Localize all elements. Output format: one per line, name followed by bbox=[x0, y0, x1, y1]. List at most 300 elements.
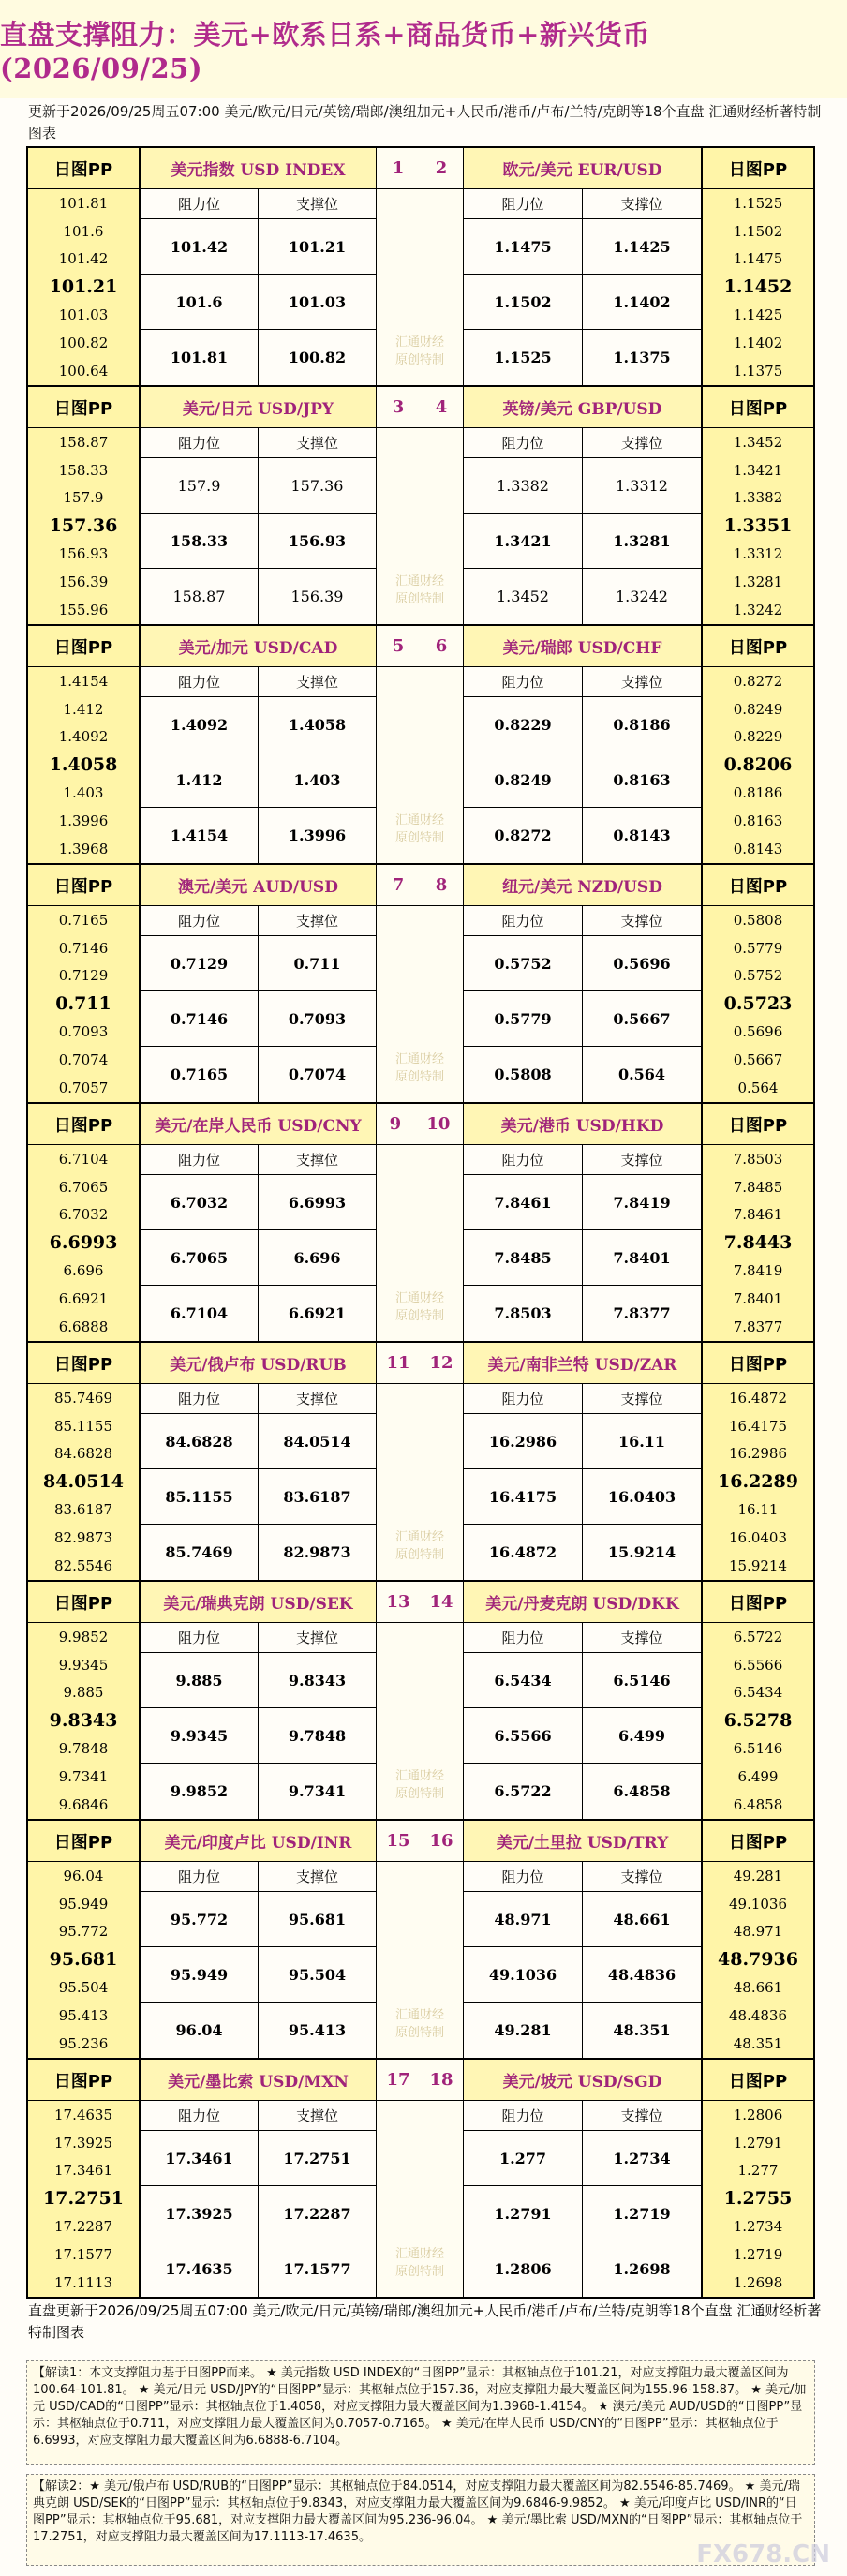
support-value: 100.82 bbox=[288, 349, 347, 366]
table-row bbox=[141, 991, 376, 1047]
right-number: 14 bbox=[429, 1592, 453, 1612]
watermark-line: 原创特制 bbox=[394, 1309, 444, 1323]
pp-level: 1.3421 bbox=[733, 461, 783, 479]
right-number: 4 bbox=[435, 397, 448, 417]
resistance-header: 阻力位 bbox=[464, 2101, 583, 2130]
pp-level: 0.8186 bbox=[733, 784, 783, 802]
pp-level: 9.7848 bbox=[58, 1740, 109, 1758]
table-subheader bbox=[141, 667, 376, 697]
section-numbers bbox=[377, 865, 463, 906]
pp-level: 49.281 bbox=[733, 1867, 783, 1884]
pp-level: 7.8377 bbox=[733, 1318, 783, 1335]
resistance-value: 0.7129 bbox=[141, 936, 259, 990]
resistance-value: 6.7104 bbox=[141, 1286, 259, 1341]
support-value: 15.9214 bbox=[607, 1543, 676, 1561]
resistance-value: 101.6 bbox=[141, 275, 259, 329]
table-row bbox=[464, 2186, 701, 2241]
pivot-value: 1.3351 bbox=[723, 515, 793, 537]
table-row bbox=[464, 936, 701, 991]
support-value: 0.564 bbox=[617, 1065, 666, 1083]
pp-level: 6.7104 bbox=[58, 1150, 109, 1168]
section-watermark bbox=[377, 1050, 463, 1086]
right-pp-column bbox=[701, 1821, 813, 2058]
pair-name: 美元/俄卢布 USD/RUB bbox=[141, 1343, 376, 1384]
pp-header: 日图PP bbox=[28, 1104, 139, 1145]
resistance-header: 阻力位 bbox=[141, 906, 259, 935]
support-header: 支撑位 bbox=[295, 1152, 338, 1169]
pair-name: 美元/土里拉 USD/TRY bbox=[464, 1821, 701, 1862]
pp-header: 日图PP bbox=[703, 1104, 813, 1145]
pp-header: 日图PP bbox=[703, 626, 813, 667]
resistance-value: 9.9345 bbox=[141, 1708, 259, 1763]
left-pp-column bbox=[28, 1582, 141, 1819]
pp-level: 1.2698 bbox=[733, 2273, 783, 2291]
table-row bbox=[141, 752, 376, 808]
table-subheader bbox=[464, 1862, 701, 1892]
support-value: 6.4858 bbox=[613, 1782, 671, 1800]
resistance-value: 101.81 bbox=[141, 330, 259, 385]
pp-level: 0.7129 bbox=[58, 967, 109, 985]
right-number: 16 bbox=[429, 1831, 453, 1851]
resistance-value: 16.4175 bbox=[464, 1469, 583, 1524]
left-pp-column bbox=[28, 387, 141, 624]
right-level-table bbox=[463, 1582, 701, 1819]
pp-level: 1.3242 bbox=[733, 601, 783, 618]
watermark-line: 汇通财经 bbox=[394, 335, 444, 350]
pivot-value: 48.7936 bbox=[718, 1949, 798, 1971]
pp-level: 95.949 bbox=[58, 1895, 109, 1913]
table-row bbox=[141, 1230, 376, 1286]
resistance-value: 17.3925 bbox=[141, 2186, 259, 2241]
resistance-value: 95.949 bbox=[141, 1947, 259, 2002]
resistance-value: 157.9 bbox=[141, 458, 259, 513]
pp-level: 6.696 bbox=[63, 1262, 104, 1280]
right-level-table bbox=[463, 1343, 701, 1580]
table-row bbox=[464, 1286, 701, 1341]
support-value: 101.03 bbox=[288, 292, 347, 311]
pp-level: 17.3925 bbox=[53, 2134, 113, 2152]
pp-level: 0.7165 bbox=[58, 911, 109, 929]
pp-level: 6.5434 bbox=[733, 1684, 783, 1702]
pp-level: 1.1402 bbox=[733, 334, 783, 351]
watermark-line: 汇通财经 bbox=[394, 813, 444, 827]
section-watermark bbox=[377, 2006, 463, 2042]
pp-level: 0.5779 bbox=[733, 939, 783, 957]
pp-level: 0.7057 bbox=[58, 1079, 109, 1096]
resistance-header: 阻力位 bbox=[141, 189, 259, 218]
watermark-line: 汇通财经 bbox=[394, 1291, 444, 1305]
pivot-value: 95.681 bbox=[49, 1949, 118, 1971]
pivot-value: 9.8343 bbox=[49, 1710, 118, 1732]
support-header: 支撑位 bbox=[620, 435, 663, 452]
pp-level: 48.971 bbox=[733, 1923, 783, 1941]
table-row bbox=[464, 1653, 701, 1708]
resistance-header: 阻力位 bbox=[464, 1145, 583, 1174]
pp-level: 100.82 bbox=[58, 334, 109, 351]
pair-section bbox=[26, 1343, 815, 1582]
table-row bbox=[141, 330, 376, 385]
table-row bbox=[464, 808, 701, 863]
table-subheader bbox=[141, 1384, 376, 1414]
pp-level: 0.7146 bbox=[58, 939, 109, 957]
pair-section bbox=[26, 387, 815, 626]
pp-level: 48.661 bbox=[733, 1979, 783, 1997]
table-row bbox=[141, 219, 376, 275]
pp-level: 7.8401 bbox=[733, 1289, 783, 1307]
left-pp-column bbox=[28, 148, 141, 385]
pair-name: 美元指数 USD INDEX bbox=[141, 148, 376, 189]
pp-level: 9.885 bbox=[63, 1684, 104, 1702]
support-header: 支撑位 bbox=[295, 435, 338, 452]
right-pp-column bbox=[701, 2060, 813, 2297]
right-pp-column bbox=[701, 1582, 813, 1819]
pp-level: 0.8272 bbox=[733, 672, 783, 690]
left-pp-column bbox=[28, 2060, 141, 2297]
resistance-value: 0.7146 bbox=[141, 991, 259, 1046]
support-value: 16.0403 bbox=[607, 1487, 676, 1506]
support-value: 6.696 bbox=[293, 1248, 341, 1267]
watermark-line: 原创特制 bbox=[394, 1787, 444, 1801]
pair-name: 澳元/美元 AUD/USD bbox=[141, 865, 376, 906]
resistance-value: 1.4092 bbox=[141, 697, 259, 752]
pivot-value: 1.1452 bbox=[723, 276, 793, 298]
table-row bbox=[464, 752, 701, 808]
support-value: 101.21 bbox=[288, 237, 347, 256]
pp-level: 0.8163 bbox=[733, 812, 783, 829]
support-value: 1.1375 bbox=[613, 349, 671, 366]
support-value: 1.403 bbox=[293, 770, 341, 789]
left-number: 3 bbox=[392, 397, 405, 417]
table-subheader bbox=[141, 1145, 376, 1175]
section-number-column bbox=[377, 2060, 463, 2297]
left-pp-column bbox=[28, 1104, 141, 1341]
pp-header: 日图PP bbox=[703, 387, 813, 428]
section-numbers bbox=[377, 1343, 463, 1384]
table-row bbox=[464, 1414, 701, 1469]
table-row bbox=[141, 1175, 376, 1230]
resistance-value: 95.772 bbox=[141, 1892, 259, 1946]
pair-name: 美元/墨比索 USD/MXN bbox=[141, 2060, 376, 2101]
resistance-value: 1.2806 bbox=[464, 2241, 583, 2297]
pp-level: 9.9345 bbox=[58, 1656, 109, 1674]
resistance-header: 阻力位 bbox=[464, 189, 583, 218]
right-pp-column bbox=[701, 865, 813, 1102]
pair-section bbox=[26, 865, 815, 1104]
pp-level: 17.1577 bbox=[53, 2245, 113, 2263]
table-row bbox=[464, 1230, 701, 1286]
resistance-value: 96.04 bbox=[141, 2003, 259, 2058]
pair-section bbox=[26, 626, 815, 865]
resistance-value: 158.87 bbox=[141, 569, 259, 624]
pivot-value: 7.8443 bbox=[723, 1232, 793, 1254]
resistance-header: 阻力位 bbox=[141, 667, 259, 696]
pp-level: 1.2791 bbox=[733, 2134, 783, 2152]
resistance-header: 阻力位 bbox=[141, 2101, 259, 2130]
pp-level: 0.5752 bbox=[733, 967, 783, 985]
note-1: 【解读1：本文支撑阻力基于日图PP而来。 ★ 美元指数 USD INDEX的“日图PP”显示：其枢轴点位于101.21，对应支撑阻力最大覆盖区间为100.64-101.81。 ★ 美元/日元 USD/JPY的“日图PP”显示：其枢轴点位于157.36，对应支撑阻力最大覆盖区间为155.96-158.87。 ★ 美元/加元 USD/CAD的“日图PP”显示：其枢轴点位于1.4058，对应支撑阻力最大覆盖区间为1.3968-1.4154。 ★ 澳元/美元 AUD/USD的“日图PP”显示：其枢轴点位于0.711，对应支撑阻力最大覆盖区间为0.7057-0.7165。 ★ 美元/在岸人民币 USD/CNY的“日图PP”显示：其枢轴点位于6.6993，对应支撑阻力最大覆盖区间为6.6888-6.7104。 bbox=[26, 2360, 815, 2465]
table-subheader bbox=[464, 1145, 701, 1175]
watermark-line: 原创特制 bbox=[394, 2265, 444, 2279]
pp-level: 16.0403 bbox=[728, 1528, 788, 1546]
pair-name: 美元/日元 USD/JPY bbox=[141, 387, 376, 428]
pair-name: 美元/丹麦克朗 USD/DKK bbox=[464, 1582, 701, 1623]
pp-level: 95.413 bbox=[58, 2006, 109, 2024]
pp-level: 6.5566 bbox=[733, 1656, 783, 1674]
table-row bbox=[464, 2241, 701, 2297]
pp-level: 1.4092 bbox=[58, 728, 109, 746]
support-value: 17.2751 bbox=[283, 2149, 351, 2167]
pp-level: 1.3281 bbox=[733, 573, 783, 590]
pp-level: 1.1525 bbox=[733, 194, 783, 212]
support-value: 9.8343 bbox=[288, 1671, 347, 1690]
pair-section bbox=[26, 1104, 815, 1343]
pp-level: 6.7065 bbox=[58, 1178, 109, 1196]
table-row bbox=[464, 1892, 701, 1947]
pair-name: 美元/南非兰特 USD/ZAR bbox=[464, 1343, 701, 1384]
table-row bbox=[141, 697, 376, 752]
table-subheader bbox=[464, 2101, 701, 2131]
table-subheader bbox=[464, 667, 701, 697]
resistance-header: 阻力位 bbox=[464, 1384, 583, 1413]
pair-name: 美元/印度卢比 USD/INR bbox=[141, 1821, 376, 1862]
support-header: 支撑位 bbox=[295, 196, 338, 213]
pp-level: 16.4872 bbox=[728, 1389, 788, 1407]
table-row bbox=[141, 514, 376, 569]
table-subheader bbox=[464, 906, 701, 936]
table-subheader bbox=[464, 428, 701, 458]
support-header: 支撑位 bbox=[620, 196, 663, 213]
table-row bbox=[141, 2186, 376, 2241]
watermark-line: 汇通财经 bbox=[394, 2247, 444, 2261]
support-header: 支撑位 bbox=[295, 1869, 338, 1885]
right-level-table bbox=[463, 387, 701, 624]
resistance-value: 0.5779 bbox=[464, 991, 583, 1046]
pp-header: 日图PP bbox=[703, 865, 813, 906]
table-row bbox=[141, 1947, 376, 2003]
table-subheader bbox=[464, 189, 701, 219]
pp-level: 17.3461 bbox=[53, 2162, 113, 2180]
support-value: 17.1577 bbox=[283, 2260, 351, 2278]
left-level-table bbox=[141, 1821, 377, 2058]
pp-level: 0.564 bbox=[737, 1079, 779, 1096]
pp-level: 1.2734 bbox=[733, 2218, 783, 2236]
resistance-header: 阻力位 bbox=[464, 667, 583, 696]
section-number-column bbox=[377, 1343, 463, 1580]
watermark-line: 原创特制 bbox=[394, 2026, 444, 2040]
right-level-table bbox=[463, 148, 701, 385]
table-row bbox=[141, 275, 376, 330]
pp-level: 85.7469 bbox=[53, 1389, 113, 1407]
pp-level: 83.6187 bbox=[53, 1501, 113, 1519]
table-row bbox=[141, 569, 376, 624]
support-value: 0.8186 bbox=[613, 715, 671, 734]
resistance-value: 1.277 bbox=[464, 2131, 583, 2185]
resistance-value: 48.971 bbox=[464, 1892, 583, 1946]
table-subheader bbox=[141, 2101, 376, 2131]
support-value: 0.711 bbox=[293, 954, 341, 973]
resistance-value: 1.3452 bbox=[464, 569, 583, 624]
support-value: 1.1402 bbox=[613, 292, 671, 311]
support-value: 83.6187 bbox=[283, 1487, 351, 1506]
pp-header: 日图PP bbox=[28, 1582, 139, 1623]
table-row bbox=[141, 1286, 376, 1341]
pp-level: 0.5808 bbox=[733, 911, 783, 929]
table-row bbox=[464, 330, 701, 385]
pp-level: 0.5696 bbox=[733, 1023, 783, 1041]
pp-level: 0.5667 bbox=[733, 1050, 783, 1068]
watermark-line: 原创特制 bbox=[394, 592, 444, 606]
support-header: 支撑位 bbox=[295, 1391, 338, 1407]
resistance-header: 阻力位 bbox=[464, 1862, 583, 1891]
pp-level: 1.1375 bbox=[733, 362, 783, 380]
section-numbers bbox=[377, 387, 463, 428]
table-row bbox=[141, 2241, 376, 2297]
pp-level: 0.8229 bbox=[733, 728, 783, 746]
left-level-table bbox=[141, 1343, 377, 1580]
pp-level: 85.1155 bbox=[53, 1417, 113, 1435]
pair-name: 纽元/美元 NZD/USD bbox=[464, 865, 701, 906]
resistance-header: 阻力位 bbox=[141, 1384, 259, 1413]
support-value: 1.1425 bbox=[613, 237, 671, 256]
pp-level: 16.11 bbox=[737, 1501, 779, 1519]
pair-name: 美元/在岸人民币 USD/CNY bbox=[141, 1104, 376, 1145]
pp-level: 49.1036 bbox=[728, 1895, 788, 1913]
resistance-value: 1.3382 bbox=[464, 458, 583, 513]
pp-level: 7.8503 bbox=[733, 1150, 783, 1168]
section-number-column bbox=[377, 1582, 463, 1819]
table-row bbox=[141, 1764, 376, 1819]
section-numbers bbox=[377, 1104, 463, 1145]
pp-level: 82.5546 bbox=[53, 1556, 113, 1574]
resistance-value: 1.3421 bbox=[464, 514, 583, 568]
pp-level: 96.04 bbox=[63, 1867, 104, 1884]
section-numbers bbox=[377, 1582, 463, 1623]
left-level-table bbox=[141, 1582, 377, 1819]
right-pp-column bbox=[701, 148, 813, 385]
section-watermark bbox=[377, 1767, 463, 1803]
left-pp-column bbox=[28, 626, 141, 863]
table-subheader bbox=[141, 189, 376, 219]
support-header: 支撑位 bbox=[620, 1152, 663, 1169]
support-value: 1.3281 bbox=[613, 531, 671, 550]
pp-level: 1.3968 bbox=[58, 840, 109, 857]
pp-level: 1.1502 bbox=[733, 222, 783, 240]
right-number: 18 bbox=[429, 2070, 453, 2090]
table-row bbox=[464, 569, 701, 624]
resistance-value: 0.7165 bbox=[141, 1047, 259, 1102]
section-numbers bbox=[377, 148, 463, 189]
pp-level: 1.403 bbox=[63, 784, 104, 802]
support-header: 支撑位 bbox=[620, 1630, 663, 1646]
pivot-value: 17.2751 bbox=[43, 2188, 124, 2210]
pp-level: 157.9 bbox=[63, 489, 104, 507]
pivot-value: 16.2289 bbox=[718, 1471, 798, 1493]
pp-level: 6.499 bbox=[737, 1767, 779, 1785]
pair-section bbox=[26, 1582, 815, 1821]
pp-level: 1.412 bbox=[63, 700, 104, 718]
site-watermark: FX678.CN bbox=[696, 2540, 830, 2569]
resistance-value: 6.5722 bbox=[464, 1764, 583, 1819]
pp-level: 1.3312 bbox=[733, 545, 783, 563]
support-value: 1.3242 bbox=[616, 588, 668, 605]
pp-level: 158.33 bbox=[58, 461, 109, 479]
resistance-value: 6.7032 bbox=[141, 1175, 259, 1229]
left-number: 17 bbox=[386, 2070, 410, 2090]
pp-level: 16.4175 bbox=[728, 1417, 788, 1435]
watermark-line: 原创特制 bbox=[394, 831, 444, 845]
pivot-value: 1.4058 bbox=[49, 754, 118, 776]
table-row bbox=[464, 2003, 701, 2058]
watermark-line: 原创特制 bbox=[394, 1070, 444, 1084]
pp-level: 82.9873 bbox=[53, 1528, 113, 1546]
support-value: 7.8401 bbox=[613, 1248, 671, 1267]
support-header: 支撑位 bbox=[295, 674, 338, 691]
pivot-value: 0.5723 bbox=[723, 993, 793, 1015]
pivot-value: 6.5278 bbox=[723, 1710, 793, 1732]
left-level-table bbox=[141, 626, 377, 863]
right-level-table bbox=[463, 1104, 701, 1341]
left-level-table bbox=[141, 387, 377, 624]
pivot-value: 84.0514 bbox=[43, 1471, 124, 1493]
pp-level: 48.4836 bbox=[728, 2006, 788, 2024]
support-value: 0.7093 bbox=[288, 1009, 347, 1028]
pp-level: 6.7032 bbox=[58, 1206, 109, 1224]
pp-level: 16.2986 bbox=[728, 1445, 788, 1463]
pivot-value: 6.6993 bbox=[49, 1232, 118, 1254]
pp-level: 1.277 bbox=[737, 2162, 779, 2180]
pp-level: 7.8485 bbox=[733, 1178, 783, 1196]
pp-level: 15.9214 bbox=[728, 1556, 788, 1574]
support-value: 156.93 bbox=[288, 531, 347, 550]
left-pp-column bbox=[28, 1343, 141, 1580]
resistance-value: 85.7469 bbox=[141, 1525, 259, 1580]
watermark-line: 汇通财经 bbox=[394, 1769, 444, 1783]
pivot-value: 0.8206 bbox=[723, 754, 793, 776]
pair-name: 美元/港币 USD/HKD bbox=[464, 1104, 701, 1145]
right-number: 6 bbox=[435, 636, 448, 656]
resistance-value: 0.8229 bbox=[464, 697, 583, 752]
pp-level: 156.39 bbox=[58, 573, 109, 590]
support-value: 9.7341 bbox=[288, 1782, 347, 1800]
section-watermark bbox=[377, 812, 463, 847]
table-row bbox=[464, 1708, 701, 1764]
table-row bbox=[464, 1947, 701, 2003]
pair-name: 欧元/美元 EUR/USD bbox=[464, 148, 701, 189]
section-number-column bbox=[377, 387, 463, 624]
pp-level: 17.4635 bbox=[53, 2106, 113, 2123]
pp-level: 0.8143 bbox=[733, 840, 783, 857]
right-level-table bbox=[463, 626, 701, 863]
support-header: 支撑位 bbox=[620, 2107, 663, 2124]
pp-level: 9.6846 bbox=[58, 1795, 109, 1813]
pp-level: 101.81 bbox=[58, 194, 109, 212]
pp-level: 6.6921 bbox=[58, 1289, 109, 1307]
table-row bbox=[141, 1708, 376, 1764]
pp-level: 1.3452 bbox=[733, 433, 783, 451]
pair-section bbox=[26, 2060, 815, 2299]
table-row bbox=[464, 514, 701, 569]
pivot-grid bbox=[26, 146, 815, 2299]
resistance-value: 7.8503 bbox=[464, 1286, 583, 1341]
left-pp-column bbox=[28, 1821, 141, 2058]
resistance-value: 7.8461 bbox=[464, 1175, 583, 1229]
resistance-value: 1.4154 bbox=[141, 808, 259, 863]
left-number: 15 bbox=[386, 1831, 410, 1851]
table-row bbox=[141, 2003, 376, 2058]
resistance-value: 0.8272 bbox=[464, 808, 583, 863]
pp-level: 7.8419 bbox=[733, 1262, 783, 1280]
right-level-table bbox=[463, 1821, 701, 2058]
